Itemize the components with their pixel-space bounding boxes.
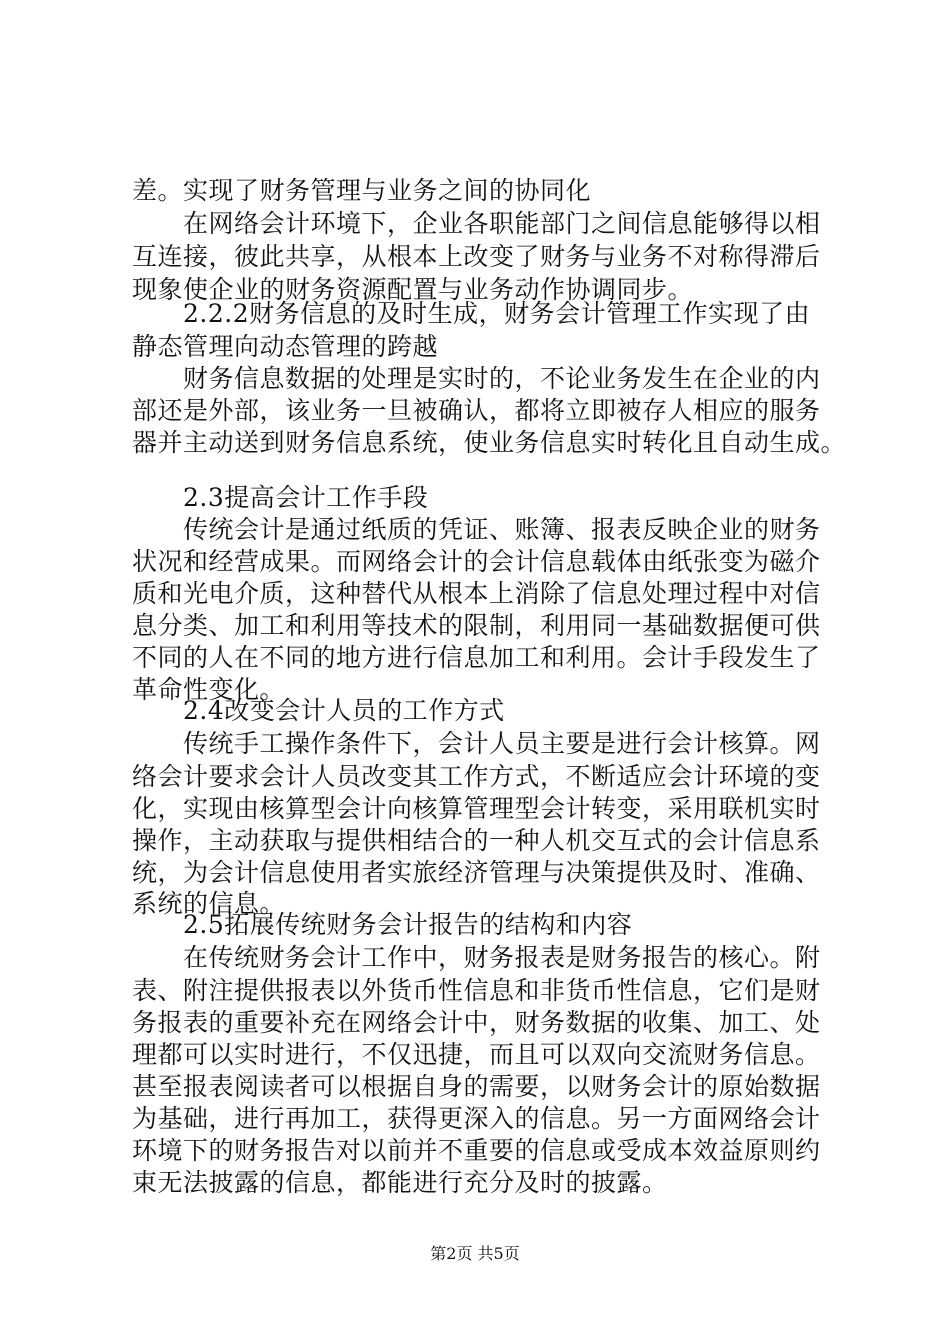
text-line: 现象使企业的财务资源配置与业务动作协调同步。	[132, 275, 694, 304]
text-line: 差。实现了财务管理与业务之间的协同化	[132, 176, 592, 205]
text-line: 络会计要求会计人员改变其工作方式，不断适应会计环境的变	[132, 762, 821, 791]
text-line: 环境下的财务报告对以前并不重要的信息或受成本效益原则约	[132, 1136, 821, 1165]
section-heading: 2.2.2财务信息的及时生成，财务会计管理工作实现了由	[132, 299, 811, 328]
text-line: 传统会计是通过纸质的凭证、账簿、报表反映企业的财务	[132, 515, 821, 544]
text-line: 质和光电介质，这种替代从根本上消除了信息处理过程中对信	[132, 579, 821, 608]
section-heading: 2.4改变会计人员的工作方式	[132, 696, 505, 725]
text-line: 化，实现由核算型会计向核算管理型会计转变，采用联机实时	[132, 794, 821, 823]
text-line: 操作，主动获取与提供相结合的一种人机交互式的会计信息系	[132, 826, 821, 855]
text-line: 束无法披露的信息，都能进行充分及时的披露。	[132, 1168, 668, 1197]
text-line: 互连接，彼此共享，从根本上改变了财务与业务不对称得滞后	[132, 242, 821, 271]
text-line: 理都可以实时进行，不仅迅捷，而且可以双向交流财务信息。	[132, 1040, 821, 1069]
page-number-footer: 第2页 共5页	[430, 1244, 520, 1263]
text-line: 部还是外部，该业务一旦被确认，都将立即被存人相应的服务	[132, 396, 821, 425]
text-line: 系统的信息。	[132, 889, 286, 918]
text-line: 表、附注提供报表以外货币性信息和非货币性信息，它们是财	[132, 976, 821, 1005]
text-line: 革命性变化。	[132, 675, 286, 704]
text-line: 甚至报表阅读者可以根据自身的需要，以财务会计的原始数据	[132, 1072, 821, 1101]
section-heading: 静态管理向动态管理的跨越	[132, 332, 439, 361]
text-line: 息分类、加工和利用等技术的限制，利用同一基础数据便可供	[132, 611, 821, 640]
section-heading: 2.3提高会计工作手段	[132, 483, 429, 512]
text-line: 状况和经营成果。而网络会计的会计信息载体由纸张变为磁介	[132, 547, 821, 576]
text-line: 财务信息数据的处理是实时的，不论业务发生在企业的内	[132, 364, 821, 393]
text-line: 务报表的重要补充在网络会计中，财务数据的收集、加工、处	[132, 1008, 821, 1037]
text-line: 统，为会计信息使用者实旅经济管理与决策提供及时、准确、	[132, 858, 821, 887]
text-line: 在传统财务会计工作中，财务报表是财务报告的核心。附	[132, 943, 821, 972]
text-line: 器并主动送到财务信息系统，使业务信息实时转化且自动生成。	[132, 428, 847, 457]
section-heading: 2.5拓展传统财务会计报告的结构和内容	[132, 910, 633, 939]
text-line: 传统手工操作条件下，会计人员主要是进行会计核算。网	[132, 729, 821, 758]
text-line: 为基础，进行再加工，获得更深入的信息。另一方面网络会计	[132, 1104, 821, 1133]
text-line: 不同的人在不同的地方进行信息加工和利用。会计手段发生了	[132, 643, 821, 672]
text-line: 在网络会计环境下，企业各职能部门之间信息能够得以相	[132, 209, 821, 238]
